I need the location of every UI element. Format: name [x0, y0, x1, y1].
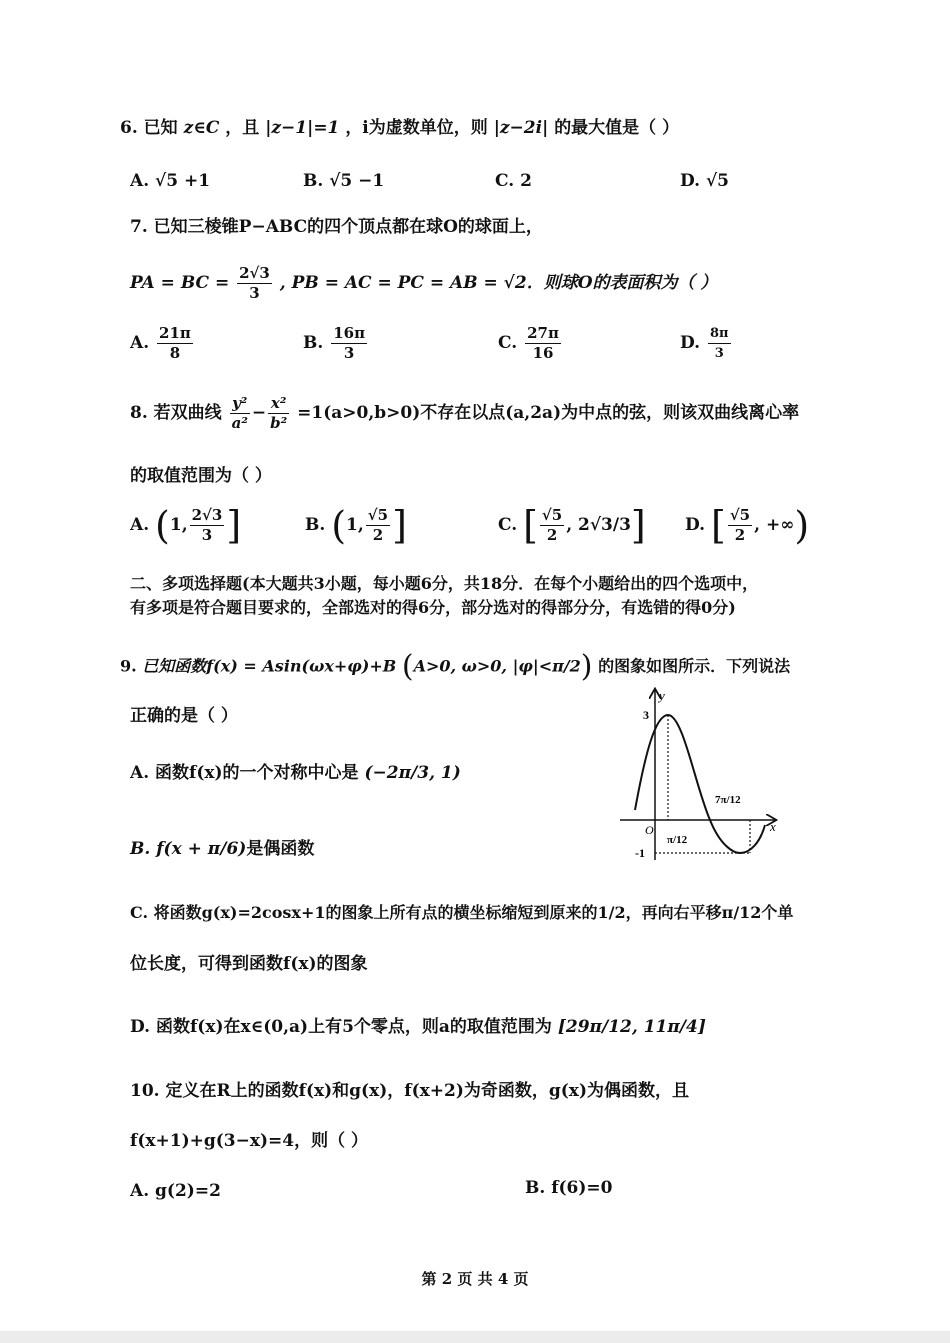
q9-function-graph: [615, 685, 820, 870]
q6-option-c: C. 2: [495, 171, 532, 191]
q9-option-a: A. 函数f(x)的一个对称中心是 (−2π/3, 1): [130, 763, 461, 783]
origin-label: O: [645, 823, 654, 837]
q9-option-b: B. f(x + π/6)是偶函数: [130, 839, 315, 859]
scan-edge: [0, 1331, 950, 1343]
x-tick-pi-12: π/12: [667, 834, 688, 846]
x-axis-label: x: [770, 819, 776, 834]
q7-stem-line2: PA = BC = $\frac{2√3}{3}$ , PB = AC = PC = AB = √2．则球O的表面积为（ ）: [130, 264, 718, 302]
q8-number: 8.: [130, 403, 148, 423]
q8-option-b: B. (1, $\frac{√5}{2}$ ]: [305, 503, 407, 548]
q9-option-c-line1: C. 将函数g(x)=2cosx+1的图象上所有点的横坐标缩短到原来的1/2，再向右平移π/12个单: [130, 903, 794, 922]
q6-stem: 6. 已知 z∈C ，且 |z−1|=1 ，i为虚数单位，则 |z−2i| 的最大值是（ ）: [120, 118, 680, 138]
page-footer: 第 2 页 共 4 页: [421, 1270, 529, 1288]
q9-stem-line1: 9. 已知函数f(x) = Asin(ωx+φ)+B (A>0, ω>0, |φ|<π/2) 的图象如图所示．下列说法: [120, 649, 791, 684]
q7-option-b: B. $\frac{16\pi}{3}$: [303, 324, 366, 362]
q8-stem-line2: 的取值范围为（ ）: [130, 466, 272, 486]
q9-option-d: D. 函数f(x)在x∈(0,a)上有5个零点，则a的取值范围为 [29π/12, 11π/4]: [130, 1017, 706, 1037]
q6-option-d: D. √5: [680, 171, 729, 191]
q6-option-a: A. √5 +1: [130, 171, 211, 191]
q7-stem-line1: 7. 已知三棱锥P−ABC的四个顶点都在球O的球面上，: [130, 217, 543, 237]
q9-option-c-line2: 位长度，可得到函数f(x)的图象: [130, 954, 368, 974]
q10-number: 10.: [130, 1081, 160, 1101]
q8-option-a: A. (1, $\frac{2√3}{3}$ ]: [130, 503, 242, 548]
q7-option-c: C. $\frac{27\pi}{16}$: [498, 324, 559, 362]
q10-option-b: B. f(6)=0: [525, 1178, 613, 1198]
y-min-label: -1: [635, 846, 645, 860]
q7-fraction: $\frac{2√3}{3}$: [239, 264, 270, 302]
y-axis-label: y: [659, 688, 665, 703]
q7-number: 7.: [130, 217, 148, 237]
y-max-label: 3: [643, 708, 649, 722]
section2-heading-line2: 有多项是符合题目要求的，全部选对的得6分，部分选对的得部分分，有选错的得0分): [130, 598, 736, 617]
q10-option-a: A. g(2)=2: [130, 1181, 221, 1201]
q8-stem-line1: 8. 若双曲线 $\frac{\text{y²}}{\text{a²}}$ − $\frac{\text{x²}}{\text{b²}}$ =1(a>0,b>0)不存在以点(a,2a)为中点的弦，则该双曲线离心率: [130, 394, 800, 432]
q6-number: 6.: [120, 118, 138, 138]
q6-option-b: B. √5 −1: [303, 171, 385, 191]
q10-stem-line2: f(x+1)+g(3−x)=4，则（ ）: [130, 1131, 369, 1151]
q9-stem-line2: 正确的是（ ）: [130, 706, 238, 726]
q7-option-d: D. $\frac{8\pi}{3}$: [680, 326, 729, 361]
q9-number: 9.: [120, 656, 137, 676]
section2-heading-line1: 二、多项选择题(本大题共3小题，每小题6分，共18分．在每个小题给出的四个选项中，: [130, 574, 759, 593]
q8-option-d: D. [ $\frac{√5}{2}$ , +∞): [685, 503, 810, 548]
x-tick-7pi-12: 7π/12: [715, 794, 741, 806]
q8-option-c: C. [ $\frac{√5}{2}$ , 2√3/3]: [498, 503, 646, 548]
q10-stem-line1: 10. 定义在R上的函数f(x)和g(x)，f(x+2)为奇函数，g(x)为偶函数，且: [130, 1081, 689, 1101]
q7-option-a: A. $\frac{21\pi}{8}$: [130, 324, 191, 362]
